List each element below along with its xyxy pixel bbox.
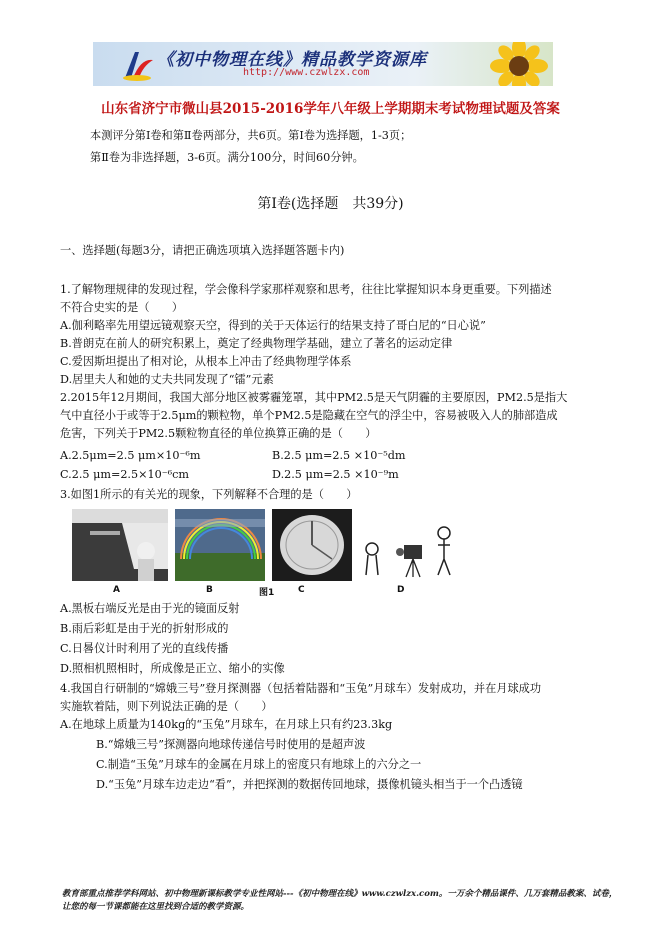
banner-url: http://www.czwlzx.com: [243, 67, 370, 78]
q1-stem-2: 不符合史实的是（ ）: [60, 301, 184, 314]
q3-option-d: D.照相机照相时，所成像是正立、缩小的实像: [60, 662, 285, 675]
q4-option-b: B.“嫦娥三号”探测器向地球传递信号时使用的是超声波: [96, 738, 366, 751]
q2-option-a: A.2.5μm=2.5 μm×10⁻⁶m: [60, 449, 201, 462]
sunflower-icon: [489, 42, 549, 86]
q3-stem: 3.如图1所示的有关光的现象，下列解释不合理的是（ ）: [60, 488, 358, 501]
part-one-heading: 一、选择题(每题3分，请把正确选项填入选择题答题卡内): [60, 244, 345, 257]
figure-label-c: C: [298, 585, 305, 595]
q1-stem-1: 1.了解物理规律的发现过程，学会像科学家那样观察和思考，往往比掌握知识本身更重要。下列描述: [60, 283, 552, 296]
q2-stem-3: 危害，下列关于PM2.5颗粒物直径的单位换算正确的是（ ）: [60, 427, 377, 440]
q4-stem-2: 实施软着陆，则下列说法正确的是（ ）: [60, 700, 273, 713]
q1-option-a: A.伽利略率先用望远镜观察天空，得到的关于天体运行的结果支持了哥白尼的“日心说”: [60, 319, 486, 332]
q2-option-c: C.2.5 μm=2.5×10⁻⁶cm: [60, 468, 189, 481]
figure-label-a: A: [113, 585, 120, 595]
q4-option-a: A.在地球上质量为140kg的“玉兔”月球车，在月球上只有约23.3kg: [60, 718, 393, 731]
figure-sundial: [272, 509, 352, 581]
figure-label-d: D: [397, 585, 405, 595]
q2-option-b: B.2.5 μm=2.5 ×10⁻⁵dm: [272, 449, 406, 462]
q3-option-c: C.日晷仪计时利用了光的直线传播: [60, 642, 229, 655]
intro-line-2: 第Ⅱ卷为非选择题，3-6页。满分100分，时间60分钟。: [90, 151, 364, 164]
figure-camera: [360, 509, 460, 581]
figure-label-b: B: [206, 585, 213, 595]
q1-option-c: C.爱因斯坦提出了相对论，从根本上冲击了经典物理学体系: [60, 355, 352, 368]
document-title: 山东省济宁市微山县2015-2016学年八年级上学期期末考试物理试题及答案: [101, 101, 560, 117]
section-heading: 第Ⅰ卷(选择题 共39分): [257, 196, 404, 212]
q4-stem-1: 4.我国自行研制的“嫦娥三号”登月探测器（包括着陆器和“玉兔”月球车）发射成功，并在月球成功: [60, 682, 542, 695]
figure-rainbow: [175, 509, 265, 581]
q2-option-d: D.2.5 μm=2.5 ×10⁻⁹m: [272, 468, 399, 481]
q3-option-b: B.雨后彩虹是由于光的折射形成的: [60, 622, 229, 635]
q4-option-c: C.制造“玉兔”月球车的金属在月球上的密度只有地球上的六分之一: [96, 758, 422, 771]
q1-option-d: D.居里夫人和她的丈夫共同发现了“镭”元素: [60, 373, 274, 386]
q3-option-a: A.黑板右端反光是由于光的镜面反射: [60, 602, 240, 615]
q2-stem-2: 气中直径小于或等于2.5μm的颗粒物，单个PM2.5是隐藏在空气的浮尘中，容易被吸入人的肺部造成: [60, 409, 558, 422]
figure-blackboard: [72, 509, 168, 581]
q4-option-d: D.“玉兔”月球车边走边“看”，并把探测的数据传回地球，摄像机镜头相当于一个凸透镜: [96, 778, 523, 791]
page-footer: 教育部重点推荐学科网站、初中物理新课标教学专业性网站---《初中物理在线》www.czwlzx.com。一万余个精品课件、几万套精品教案、试卷，让您的每一节课都能在这里找到合适的教学资源。: [62, 889, 618, 912]
banner-brand: 《初中物理在线》精品教学资源库: [157, 50, 427, 70]
q1-option-b: B.普朗克在前人的研究积累上，奠定了经典物理学基础，建立了著名的运动定律: [60, 337, 453, 350]
figure-caption: 图1: [259, 588, 275, 598]
logo-icon: [121, 48, 155, 82]
banner: [93, 42, 553, 86]
q2-stem-1: 2.2015年12月期间，我国大部分地区被雾霾笼罩，其中PM2.5是天气阴霾的主要原因，PM2.5是指大: [60, 391, 568, 404]
intro-line-1: 本测评分第Ⅰ卷和第Ⅱ卷两部分，共6页。第Ⅰ卷为选择题，1-3页；: [90, 129, 412, 142]
